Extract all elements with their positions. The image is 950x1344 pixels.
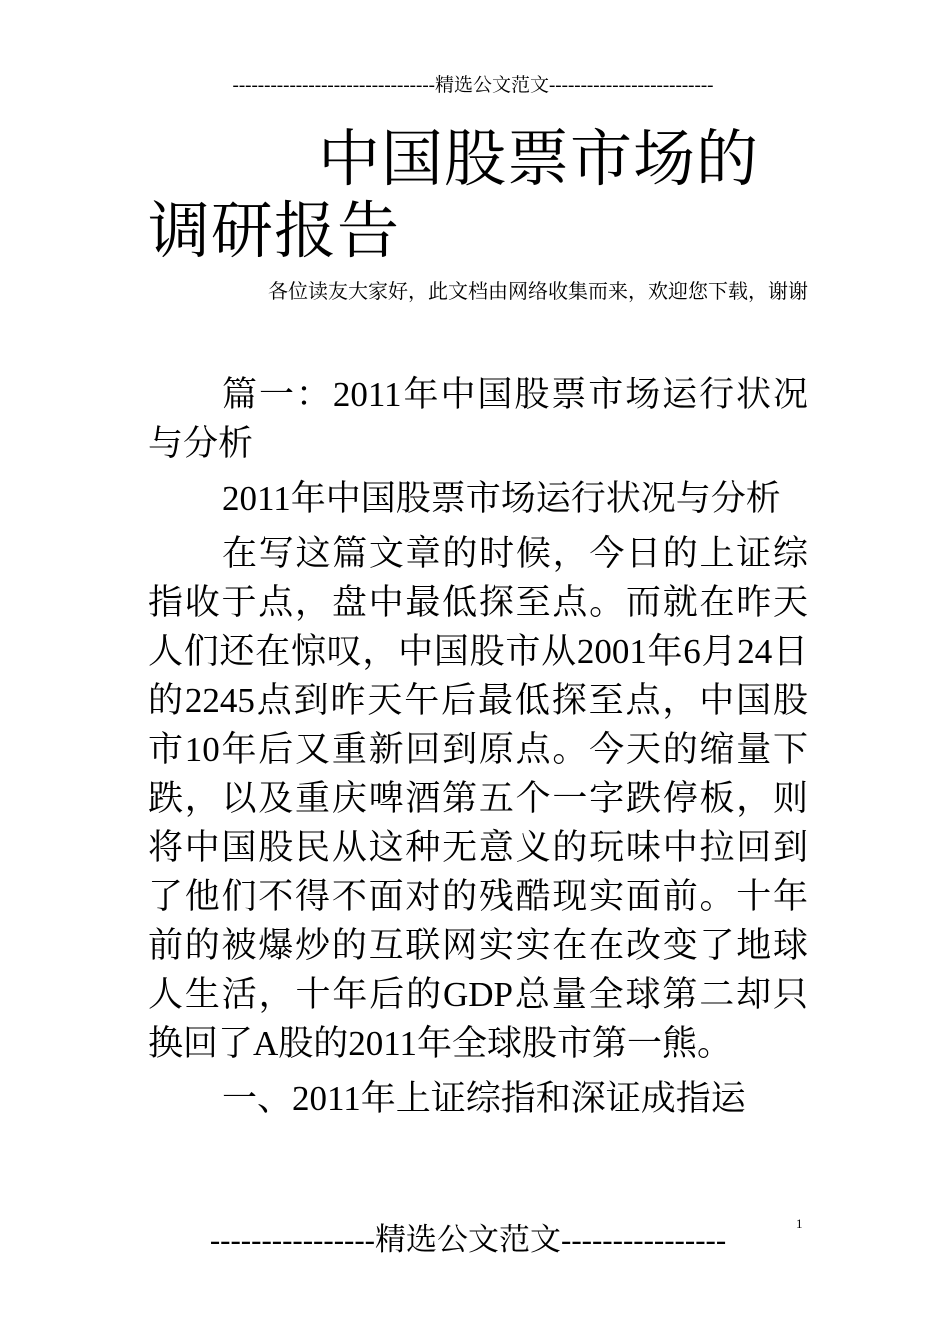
paragraph-4: 一、2011年上证综指和深证成指运 bbox=[222, 1079, 746, 1118]
document-body bbox=[148, 370, 808, 1129]
page-footer: ----------------精选公文范文---------------- bbox=[209, 1222, 727, 1257]
page-number: 1 bbox=[796, 1216, 803, 1231]
paragraph-1: 篇一：2011年中国股票市场运行状况与分析 bbox=[148, 375, 808, 463]
document-subtitle: 各位读友大家好，此文档由网络收集而来，欢迎您下载，谢谢 bbox=[268, 281, 808, 303]
document-title: 中国股票市场的调研报告 bbox=[148, 126, 760, 266]
page-header: --------------------------------精选公文范文-------------------------- bbox=[232, 75, 714, 96]
paragraph-3: 在写这篇文章的时候，今日的上证综指收于点，盘中最低探至点。而就在昨天人们还在惊叹，中国股市从2001年6月24日的2245点到昨天午后最低探至点，中国股市10年后又重新回到原点。今天的缩量下跌，以及重庆啤酒第五个一字跌停板，则将中国股民从这种无意义的玩味中拉回到了他们不得不面对的残酷现实面前。十年前的被爆炒的互联网实实在在改变了地球人生活，十年后的GDP总量全球第二却只换回了A股的2011年全球股市第一熊。 bbox=[148, 534, 808, 1063]
paragraph-2: 2011年中国股票市场运行状况与分析 bbox=[222, 479, 781, 518]
